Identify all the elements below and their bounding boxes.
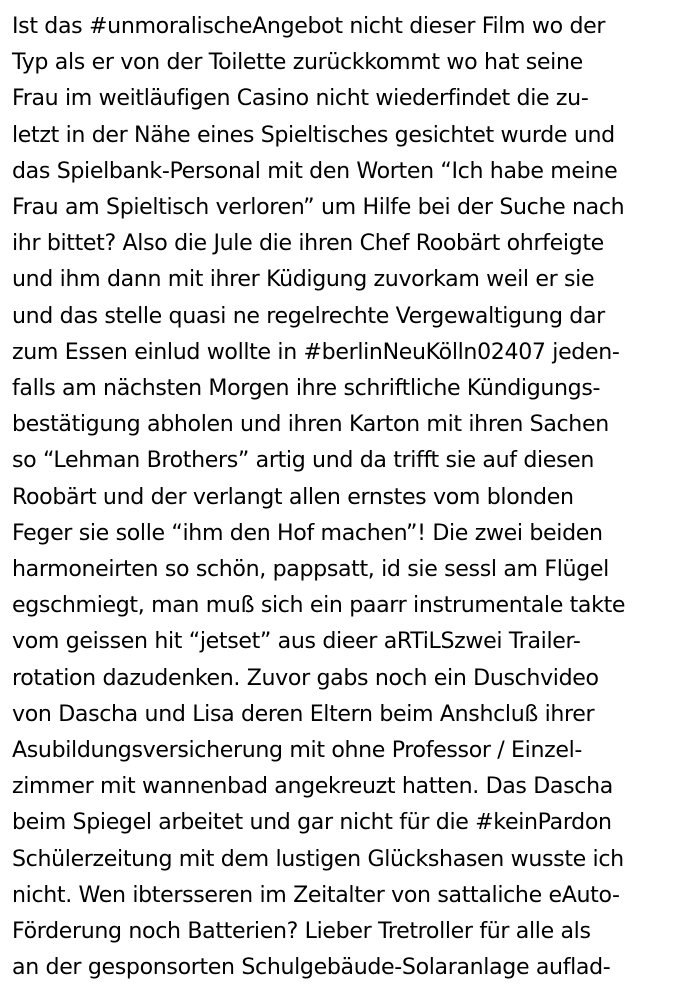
text-line: harmoneirten so schön, pappsatt, id sie sessl am Flügel [12,556,609,583]
text-line: ihr bittet? Also die Jule die ihren Chef Roobärt ohrfeigte [12,230,604,257]
text-line: nicht. Wen ibtersseren im Zeitalter von sattaliche eAuto- [12,881,620,908]
text-line: falls am nächsten Morgen ihre schriftliche Kündigungs- [12,375,601,402]
text-line: an der gesponsorten Schulgebäude-Solaranlage auflad- [12,954,611,981]
text-line: Frau am Spieltisch verloren” um Hilfe bei der Suche nach [12,194,625,221]
text-line: so “Lehman Brothers” artig und da trifft sie auf diesen [12,447,595,474]
text-line: Förderung noch Batterien? Lieber Tretroller für alle als [12,918,591,945]
text-line: Roobärt und der verlangt allen ernstes vom blonden [12,483,574,510]
text-line: Feger sie solle “ihm den Hof machen”! Die zwei beiden [12,519,603,546]
text-line: Ist das #unmoralischeAngebot nicht dieser Film wo der [12,13,606,39]
text-line: Typ als er von der Toilette zurückkommt wo hat seine [12,49,583,76]
text-line: Asubildungsversicherung mit ohne Professor / Einzel- [12,737,582,764]
text-line: von Dascha und Lisa deren Eltern beim Anshcluß ihrer [12,700,595,727]
text-line: zimmer mit wannenbad angekreuzt hatten. Das Dascha [12,773,613,800]
text-line: letzt in der Nähe eines Spieltisches gesichtet wurde und [12,121,615,148]
text-line: rotation dazudenken. Zuvor gabs noch ein Duschvideo [12,664,599,691]
text-line: Frau im weitläufigen Casino nicht wiederfindet die zu- [12,85,589,112]
text-line: beim Spiegel arbeitet und gar nicht für die #keinPardon [12,809,612,836]
text-line: bestätigung abholen und ihren Karton mit ihren Sachen [12,411,609,438]
text-line: zum Essen einlud wollte in #berlinNeuKölln02407 jeden- [12,338,620,365]
text-line: das Spielbank-Personal mit den Worten “Ich habe meine [12,157,618,184]
text-line: egschmiegt, man muß sich ein paarr instrumentale takte [12,592,626,619]
text-line: Schülerzeitung mit dem lustigen Glückshasen wusste ich [12,845,624,872]
text-line: und ihm dann mit ihrer Küdigung zuvorkam weil er sie [12,266,595,293]
text-line: vom geissen hit “jetset” aus dieer aRTiLSzwei Trailer- [12,628,581,655]
text-line: und das stelle quasi ne regelrechte Vergewaltigung dar [12,302,605,329]
